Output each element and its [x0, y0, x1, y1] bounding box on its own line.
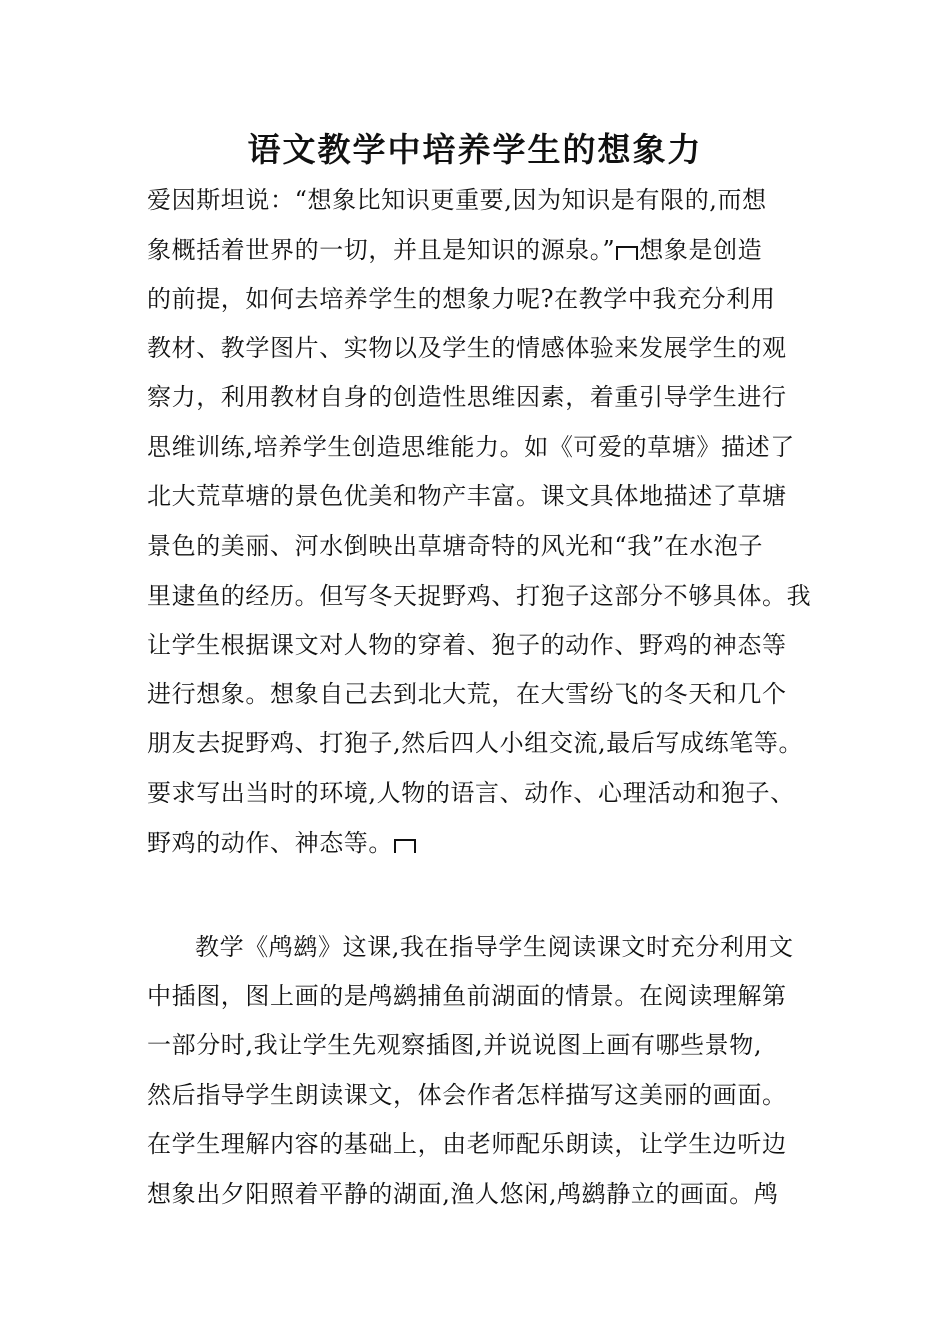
paragraph-1-line-8: 景色的美丽、河水倒映出草塘奇特的风光和“我”在水泡子 [147, 532, 764, 560]
paragraph-2-line-2: 中插图，图上画的是鸬鹚捕鱼前湖面的情景。在阅读理解第 [147, 982, 787, 1010]
paragraph-1-line-2-text-continued: 想象是创造 [639, 236, 763, 264]
paragraph-1-line-10: 让学生根据课文对人物的穿着、狍子的动作、野鸡的神态等 [147, 631, 787, 659]
paragraph-1-line-7: 北大荒草塘的景色优美和物产丰富。课文具体地描述了草塘 [147, 482, 787, 510]
paragraph-1-line-12: 朋友去捉野鸡、打狍子,然后四人小组交流,最后写成练笔等。 [147, 729, 804, 757]
paragraph-1-line-13: 要求写出当时的环境,人物的语言、动作、心理活动和狍子、 [147, 779, 795, 807]
paragraph-2-line-4: 然后指导学生朗读课文，体会作者怎样描写这美丽的画面。 [147, 1081, 787, 1109]
paragraph-1-line-1: 爱因斯坦说：“想象比知识更重要,因为知识是有限的,而想 [147, 186, 767, 214]
paragraph-1-line-2-text: 象概括着世界的一切，并且是知识的源泉。” [147, 236, 616, 264]
paragraph-1-line-14-text: 野鸡的动作、神态等。 [147, 829, 393, 857]
editor-mark-icon [616, 246, 638, 260]
editor-mark-icon [394, 839, 416, 853]
paragraph-1-line-11: 进行想象。想象自己去到北大荒，在大雪纷飞的冬天和几个 [147, 680, 787, 708]
paragraph-1-line-9: 里逮鱼的经历。但写冬天捉野鸡、打狍子这部分不够具体。我 [147, 582, 812, 610]
paragraph-2-line-6: 想象出夕阳照着平静的湖面,渔人悠闲,鸬鹚静立的画面。鸬 [147, 1180, 779, 1208]
paragraph-1-line-3: 的前提，如何去培养学生的想象力呢?在教学中我充分利用 [147, 285, 776, 313]
paragraph-2-line-3: 一部分时,我让学生先观察插图,并说说图上画有哪些景物, [147, 1031, 763, 1059]
paragraph-1-line-6: 思维训练,培养学生创造思维能力。如《可爱的草塘》描述了 [147, 433, 795, 461]
paragraph-1-line-5: 察力，利用教材自身的创造性思维因素，着重引导学生进行 [147, 383, 787, 411]
paragraph-1-line-14 [147, 823, 417, 863]
paragraph-1-line-4: 教材、教学图片、实物以及学生的情感体验来发展学生的观 [147, 334, 787, 362]
paragraph-2-line-5: 在学生理解内容的基础上，由老师配乐朗读，让学生边听边 [147, 1130, 787, 1158]
document-title: 语文教学中培养学生的想象力 [247, 130, 703, 169]
paragraph-1-line-2 [147, 230, 762, 270]
paragraph-2-line-1: 教学《鸬鹚》这课,我在指导学生阅读课文时充分利用文 [195, 933, 794, 961]
